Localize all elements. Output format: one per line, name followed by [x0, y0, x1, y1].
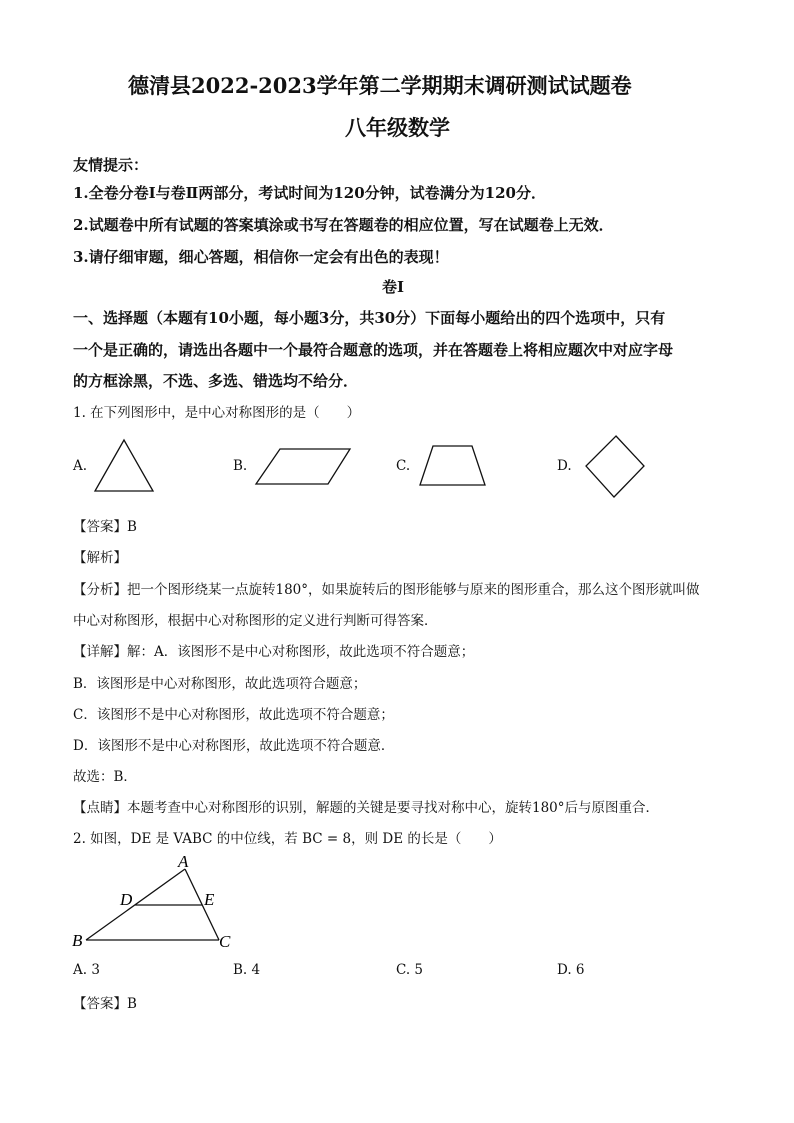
- q2-stem: 2. 如图，DE 是 VABC 的中位线，若 BC = 8，则 DE 的长是（ ）: [73, 831, 502, 847]
- tip-item: 1.全卷分卷Ⅰ与卷Ⅱ两部分，考试时间为120分钟，试卷满分为120分．: [73, 184, 546, 202]
- q1-option-c-label: C.: [396, 458, 411, 474]
- q1-analysis-line: 中心对称图形，根据中心对称图形的定义进行判断可得答案．: [73, 613, 438, 629]
- page-subtitle: 八年级数学: [345, 115, 450, 140]
- section-instruction-line: 一、选择题（本题有10小题，每小题3分，共30分）下面每小题给出的四个选项中，只有: [73, 309, 666, 327]
- q2-answer: 【答案】B: [73, 996, 137, 1012]
- tip-item: 2.试题卷中所有试题的答案填涂或书写在答题卷的相应位置，写在试题卷上无效．: [73, 216, 614, 234]
- q2-option-c: C. 5: [396, 962, 424, 978]
- vertex-label-a: A: [178, 852, 189, 871]
- q2-option-b: B. 4: [233, 962, 261, 978]
- vertex-label-c: C: [219, 932, 231, 951]
- q1-analysis-line: 【分析】把一个图形绕某一点旋转180°，如果旋转后的图形能够与原来的图形重合，那么这个图形就叫做: [73, 582, 700, 598]
- q1-analysis-label: 【解析】: [73, 550, 127, 566]
- trapezoid-figure: [420, 446, 485, 485]
- q1-analysis-line: C．该图形不是中心对称图形，故此选项不符合题意；: [73, 707, 394, 723]
- tip-item: 3.请仔细审题，细心答题，相信你一定会有出色的表现！: [73, 248, 449, 266]
- q1-analysis-line: 【详解】解：A．该图形不是中心对称图形，故此选项不符合题意；: [73, 644, 475, 660]
- q1-analysis-line: B．该图形是中心对称图形，故此选项符合题意；: [73, 676, 367, 692]
- kite-figure: [586, 436, 644, 497]
- vertex-label-b: B: [72, 931, 83, 950]
- q2-option-a: A. 3: [73, 962, 100, 978]
- triangle-figure: [95, 440, 153, 491]
- section-instruction-line: 一个是正确的，请选出各题中一个最符合题意的选项，并在答题卷上将相应题次中对应字母: [73, 341, 674, 359]
- q1-option-d-label: D.: [557, 458, 572, 474]
- q1-stem: 1. 在下列图形中，是中心对称图形的是（ ）: [73, 405, 361, 421]
- parallelogram-figure: [256, 449, 350, 484]
- vertex-label-d: D: [120, 890, 133, 909]
- q2-option-d: D. 6: [557, 962, 585, 978]
- q1-answer: 【答案】B: [73, 519, 137, 535]
- q1-option-a-label: A.: [73, 458, 88, 474]
- q1-analysis-line: 【点睛】本题考查中心对称图形的识别，解题的关键是要寻找对称中心，旋转180°后与原图重合．: [73, 800, 660, 816]
- section-label: 卷Ⅰ: [382, 278, 405, 296]
- section-instruction-line: 的方框涂黑，不选、多选、错选均不给分．: [73, 372, 359, 390]
- q1-option-b-label: B.: [233, 458, 248, 474]
- q1-analysis-line: 故选：B．: [73, 769, 137, 785]
- tips-heading: 友情提示：: [73, 156, 149, 174]
- page-title: 德清县2022-2023学年第二学期期末调研测试试题卷: [128, 73, 632, 98]
- q1-analysis-line: D．该图形不是中心对称图形，故此选项不符合题意．: [73, 738, 395, 754]
- vertex-label-e: E: [204, 890, 215, 909]
